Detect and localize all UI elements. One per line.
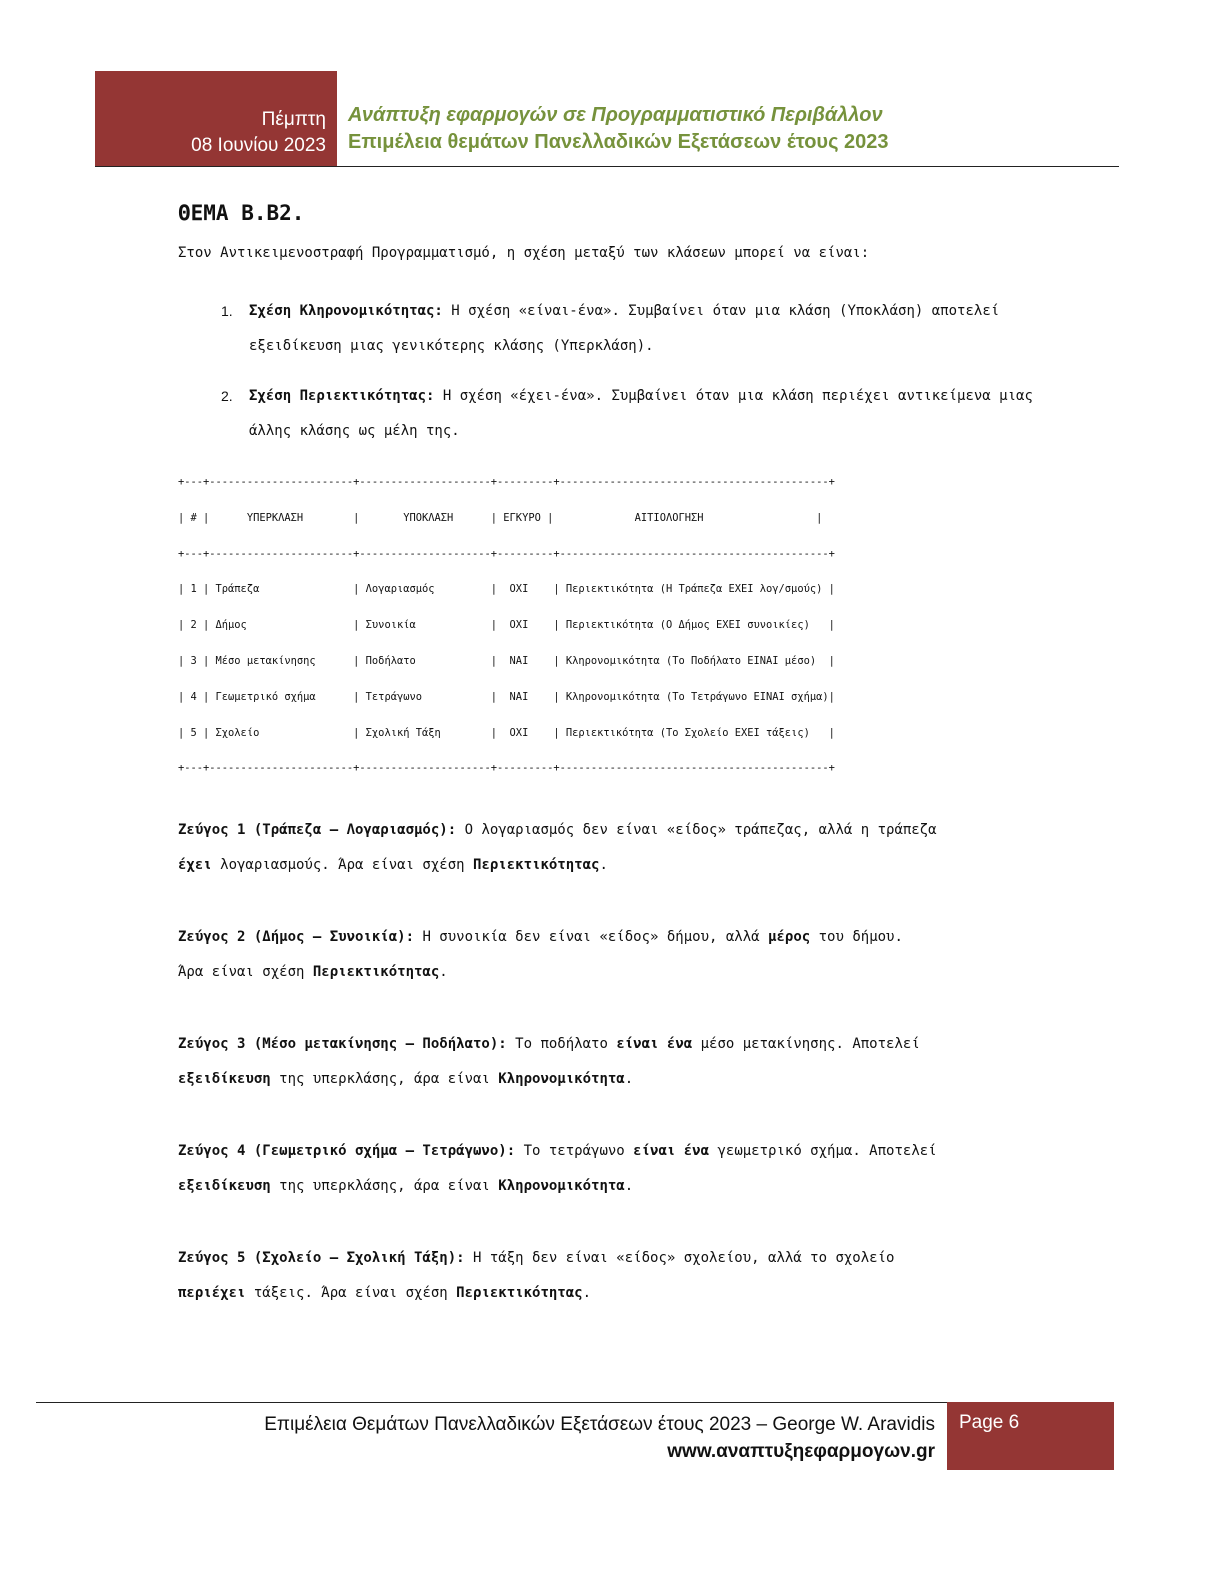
pair-explanation-4: [178, 1134, 1048, 1204]
footer-text: [264, 1411, 935, 1465]
header-date-box: [95, 71, 337, 166]
pair-emphasis: εξειδίκευση: [178, 1178, 271, 1194]
pair-text: μέσο μετακίνησης. Αποτελεί: [692, 1036, 920, 1052]
table-row: | 1 | Τράπεζα | Λογαριασμός | ΟΧΙ | Περιεκτικότητα (Η Τράπεζα ΕΧΕΙ λογ/σμούς) |: [178, 583, 835, 596]
pair-text: Ο λογαριασμός δεν είναι «είδος» τράπεζας, αλλά η τράπεζα: [456, 822, 937, 838]
pair-explanation-5: [178, 1241, 1048, 1311]
pair-emphasis: είναι ένα: [633, 1143, 710, 1159]
list-item-text: Η σχέση «έχει-ένα». Συμβαίνει όταν μια κλάση περιέχει αντικείμενα μιας άλλης κλάσης ως μέλη της.: [249, 388, 1033, 439]
pair-emphasis: περιέχει: [178, 1285, 246, 1301]
pair-text: .: [624, 1071, 634, 1087]
pair-text: γεωμετρικό σχήμα. Αποτελεί: [709, 1143, 937, 1159]
pair-text: Το τετράγωνο: [515, 1143, 634, 1159]
table-border-line: +---+-----------------------+---------------------+---------+-------------------------------------------+: [178, 547, 835, 560]
pair-text: Η τάξη δεν είναι «είδος» σχολείου, αλλά το σχολείο: [464, 1250, 895, 1266]
pair-text: Η συνοικία δεν είναι «είδος» δήμου, αλλά: [414, 929, 769, 945]
pair-text: λογαριασμούς. Άρα είναι σχέση: [211, 857, 474, 873]
list-number: 2.: [221, 388, 233, 404]
pair-text: της υπερκλάσης, άρα είναι: [270, 1178, 499, 1194]
table-border-line: +---+-----------------------+---------------------+---------+-------------------------------------------+: [178, 762, 835, 775]
header-title: [348, 102, 889, 156]
pair-text: .: [624, 1178, 634, 1194]
page-number: Page 6: [959, 1412, 1020, 1433]
pair-conclusion: Κληρονομικότητα: [498, 1178, 625, 1194]
pair-conclusion: Κληρονομικότητα: [498, 1071, 625, 1087]
list-item: [221, 294, 1081, 364]
pair-conclusion: Περιεκτικότητας: [473, 857, 600, 873]
pair-explanation-1: [178, 813, 1048, 883]
intro-paragraph: Στον Αντικειμενοστραφή Προγραμματισμό, η σχέση μεταξύ των κλάσεων μπορεί να είναι:: [178, 245, 870, 261]
list-item-term: Σχέση Κληρονομικότητας:: [249, 303, 443, 319]
list-item-text: Η σχέση «είναι-ένα». Συμβαίνει όταν μια κλάση (Υποκλάση) αποτελεί εξειδίκευση μιας γενικότερης κλάσης (Υπερκλάση).: [249, 303, 1000, 354]
pair-explanation-3: [178, 1027, 1048, 1097]
table-row: | 3 | Μέσο μετακίνησης | Ποδήλατο | ΝΑΙ | Κληρονομικότητα (Το Ποδήλατο ΕΙΝΑΙ μέσο) |: [178, 654, 835, 667]
footer-page-box: [947, 1402, 1114, 1470]
header-title-line2: Επιμέλεια θεμάτων Πανελλαδικών Εξετάσεων έτους 2023: [348, 131, 889, 153]
pair-heading: Ζεύγος 3 (Μέσο μετακίνησης – Ποδήλατο):: [178, 1036, 507, 1052]
footer-website: www.αναπτυξηεφαρμογων.gr: [667, 1441, 935, 1462]
pair-text: Το ποδήλατο: [506, 1036, 617, 1052]
footer-divider: [36, 1402, 947, 1403]
header-date-value: 08 Ιουνίου 2023: [191, 135, 326, 156]
section-title: ΘΕΜΑ Β.Β2.: [178, 201, 305, 225]
pair-heading: Ζεύγος 2 (Δήμος – Συνοικία):: [178, 929, 415, 945]
table-header-row: | # | ΥΠΕΡΚΛΑΣΗ | ΥΠΟΚΛΑΣΗ | ΕΓΚΥΡΟ | ΑΙΤΙΟΛΟΓΗΣΗ |: [178, 511, 823, 524]
pair-heading: Ζεύγος 1 (Τράπεζα – Λογαριασμός):: [178, 822, 457, 838]
table-row: | 2 | Δήμος | Συνοικία | ΟΧΙ | Περιεκτικότητα (Ο Δήμος ΕΧΕΙ συνοικίες) |: [178, 619, 835, 632]
pair-conclusion: Περιεκτικότητας: [456, 1285, 583, 1301]
pair-text: τάξεις. Άρα είναι σχέση: [245, 1285, 457, 1301]
list-number: 1.: [221, 303, 233, 319]
pair-text: του δήμου.: [810, 929, 903, 945]
pair-heading: Ζεύγος 4 (Γεωμετρικό σχήμα – Τετράγωνο):: [178, 1143, 516, 1159]
pair-emphasis: είναι ένα: [616, 1036, 693, 1052]
header-divider: [95, 166, 1119, 167]
ascii-table: [178, 465, 835, 787]
table-row: | 5 | Σχολείο | Σχολική Τάξη | ΟΧΙ | Περιεκτικότητα (Το Σχολείο ΕΧΕΙ τάξεις) |: [178, 726, 835, 739]
pair-conclusion: Περιεκτικότητας: [312, 964, 440, 980]
footer-credit: Επιμέλεια Θεμάτων Πανελλαδικών Εξετάσεων έτους 2023 – George W. Aravidis: [264, 1414, 935, 1435]
header-day: Πέμπτη: [261, 109, 326, 130]
pair-text: Άρα είναι σχέση: [178, 964, 313, 980]
pair-emphasis: εξειδίκευση: [178, 1071, 271, 1087]
table-row: | 4 | Γεωμετρικό σχήμα | Τετράγωνο | ΝΑΙ | Κληρονομικότητα (Το Τετράγωνο ΕΙΝΑΙ σχήμα)|: [178, 690, 835, 703]
relationship-list: [221, 294, 1081, 464]
pair-explanations: [178, 813, 1048, 1348]
pair-explanation-2: [178, 920, 1048, 990]
pair-text: της υπερκλάσης, άρα είναι: [270, 1071, 499, 1087]
pair-text: .: [582, 1285, 592, 1301]
pair-text: .: [439, 964, 448, 980]
pair-emphasis: μέρος: [768, 929, 811, 945]
list-item-term: Σχέση Περιεκτικότητας:: [249, 388, 435, 404]
list-item: [221, 379, 1081, 449]
header-title-line1: Ανάπτυξη εφαρμογών σε Προγραμματιστικό Περιβάλλον: [348, 104, 883, 126]
pair-emphasis: έχει: [178, 857, 212, 873]
pair-text: .: [599, 857, 608, 873]
pair-heading: Ζεύγος 5 (Σχολείο – Σχολική Τάξη):: [178, 1250, 465, 1266]
table-border-line: +---+-----------------------+---------------------+---------+-------------------------------------------+: [178, 476, 835, 488]
header-date: [191, 107, 326, 159]
